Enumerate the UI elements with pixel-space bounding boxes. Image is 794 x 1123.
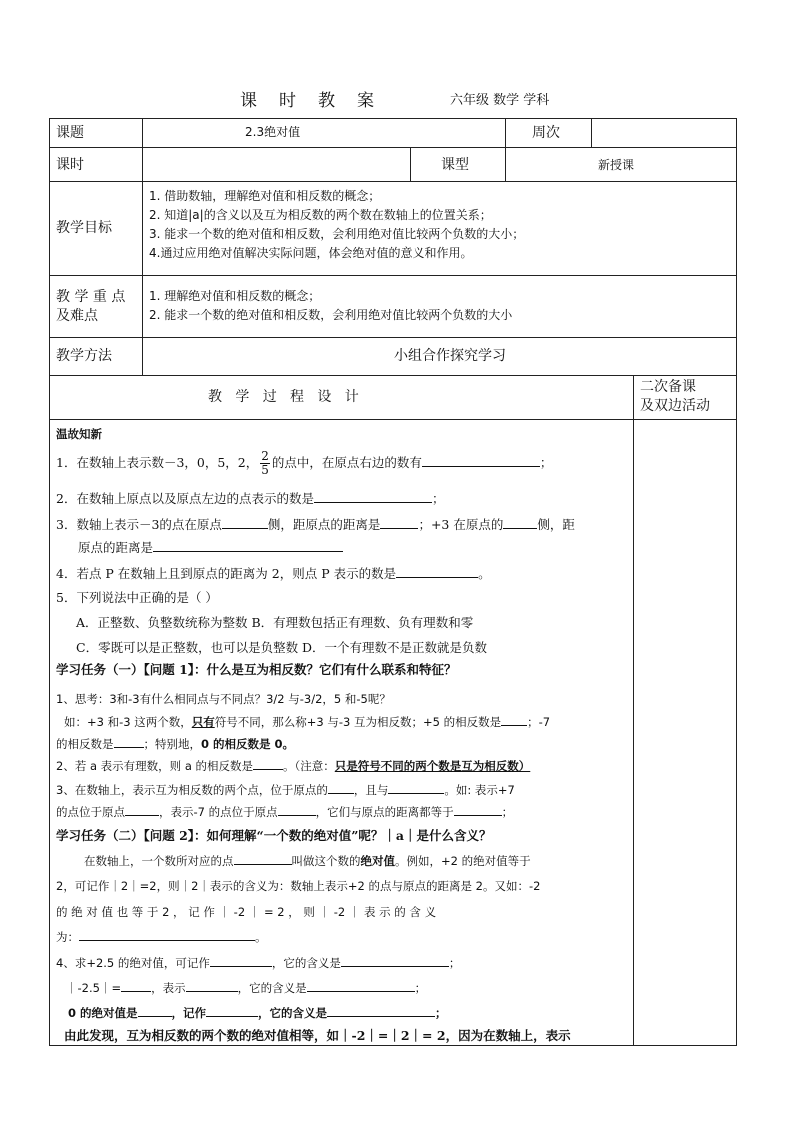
task-2-conclusion: 由此发现，互为相反数的两个数的绝对值相等，如｜-2｜=｜2｜= 2，因为在数轴上，表示: [64, 1028, 571, 1043]
column-divider: [410, 147, 411, 181]
goal-item: 3. 能求一个数的绝对值和相反数，会利用绝对值比较两个负数的大小；: [149, 227, 525, 241]
row-divider: [49, 147, 737, 148]
method-value: 小组合作探究学习: [394, 348, 506, 364]
goals-label: 教学目标: [56, 220, 112, 236]
method-label: 教学方法: [56, 348, 112, 364]
page-subtitle: 六年级 数学 学科: [450, 93, 550, 108]
question-3-cont: 原点的距离是: [78, 537, 650, 558]
key-points-label: [56, 288, 125, 326]
task-1-item-3-cont: 的点位于原点 ，表示-7 的点位于原点 ，它们与原点的距离都等于 ；: [56, 801, 628, 822]
task-2-title: 学习任务（二）【问题 2】：如何理解“一个数的绝对值”呢？｜a｜是什么含义？: [56, 828, 492, 843]
title-char: 教: [318, 91, 335, 111]
column-divider: [505, 118, 506, 147]
period-label: 课时: [56, 157, 84, 173]
column-divider: [591, 118, 592, 147]
week-label: 周次: [532, 125, 560, 141]
key-label-line: 及难点: [56, 308, 98, 324]
title-char: 时: [279, 91, 296, 111]
task-2-intro-cont: 2，可记作｜2｜=2，则｜2｜表示的含义为：数轴上表示+2 的点与原点的距离是 2。又如：-2: [56, 879, 541, 893]
row-divider: [49, 181, 737, 182]
task-2-intro-cont: 为： 。: [56, 926, 628, 947]
goal-item: 2. 知道|a|的含义以及互为相反数的两个数在数轴上的位置关系；: [149, 208, 492, 222]
side-header-line: 及双边活动: [640, 398, 710, 414]
review-title: 温故知新: [56, 427, 102, 441]
task-2-intro-cont: 的 绝 对 值 也 等 于 2 ， 记 作 ｜ -2 ｜ = 2 ， 则 ｜ -2 ｜ 表 示 的 含 义: [56, 905, 437, 919]
task-1-item-3: 3、在数轴上，表示互为相反数的两个点，位于原点的 ，且与 。如: 表示+7: [56, 779, 628, 800]
side-column-header: [640, 378, 710, 416]
row-divider: [49, 337, 737, 338]
title-char: 课: [240, 91, 257, 111]
page-header: [0, 86, 794, 110]
topic-value: 2.3绝对值: [245, 125, 301, 139]
key-points-list: [149, 287, 629, 325]
side-header-line: 二次备课: [640, 379, 696, 395]
task-1-item-1: 1、思考：3和-3有什么相同点与不同点？3/2 与-3/2，5 和-5呢？: [56, 692, 391, 706]
task-2-item-4: 4、求+2.5 的绝对值，可记作 ，它的含义是 ；: [56, 952, 628, 973]
question-5: 5．下列说法中正确的是（ ）: [56, 590, 218, 605]
question-1: 1．在数轴上表示数－3，0，5，2， $\frac{2}{5}$ 的点中，在原点右边的数有 ；: [56, 449, 553, 477]
task-2-item-4-abs: ｜-2.5｜= ，表示 ，它的含义是 ；: [66, 977, 638, 998]
type-value: 新授课: [598, 158, 635, 172]
key-point-item: 2. 能求一个数的绝对值和相反数，会利用绝对值比较两个负数的大小: [149, 308, 513, 322]
task-1-item-1-cont: 的相反数是 ；特别地，0 的相反数是 0。: [56, 733, 628, 754]
type-label: 课型: [441, 157, 469, 173]
row-divider: [49, 275, 737, 276]
topic-label: 课题: [56, 125, 84, 141]
goal-item: 4.通过应用绝对值解决实际问题，体会绝对值的意义和作用。: [149, 246, 473, 260]
question-5-options-ab: A．正整数、负整数统称为整数 B．有理数包括正有理数、负有理数和零: [76, 615, 474, 630]
page-title: [240, 86, 396, 111]
task-2-intro: 在数轴上，一个数所对应的点 叫做这个数的绝对值。例如，+2 的绝对值等于: [84, 850, 630, 871]
task-2-item-4-zero: 0 的绝对值是 ，记作 ，它的含义是 ；: [68, 1002, 640, 1023]
question-4: 4．若点 P 在数轴上且到原点的距离为 2，则点 P 表示的数是 。: [56, 563, 628, 584]
question-2: 2．在数轴上原点以及原点左边的点表示的数是 ；: [56, 488, 628, 509]
key-point-item: 1. 理解绝对值和相反数的概念；: [149, 289, 321, 303]
task-1-title: 学习任务（一）【问题 1】：什么是互为相反数？它们有什么联系和特征？: [56, 662, 457, 677]
task-1-item-1-example: 如：+3 和-3 这两个数，只有符号不同，那么称+3 与-3 互为相反数；+5 的相反数是 ；-7: [64, 711, 636, 732]
column-divider: [505, 147, 506, 181]
title-char: 案: [357, 91, 374, 111]
key-label-line: 教 学 重 点: [56, 289, 126, 305]
question-3: 3．数轴上表示－3的点在原点 侧，距原点的距离是 ；+3 在原点的 侧，距: [56, 514, 628, 535]
goals-list: [149, 187, 629, 263]
task-1-item-2: 2、若 a 表示有理数，则 a 的相反数是 。（注意：只是符号不同的两个数是互为相反数）: [56, 755, 628, 776]
column-divider: [142, 118, 143, 375]
question-5-options-cd: C．零既可以是正整数，也可以是负整数 D．一个有理数不是正数就是负数: [76, 640, 488, 655]
fraction: $\frac{2}{5}$: [261, 449, 269, 477]
process-header: 教 学 过 程 设 计: [208, 389, 359, 405]
goal-item: 1. 借助数轴，理解绝对值和相反数的概念；: [149, 189, 381, 203]
